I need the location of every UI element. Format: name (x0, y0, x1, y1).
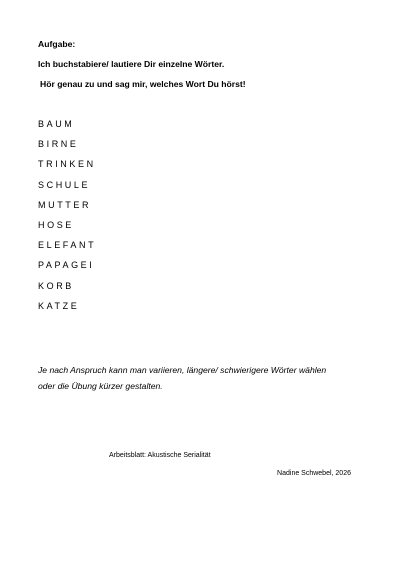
word-item: ELEFANT (38, 240, 97, 251)
word-item: PAPAGEI (38, 260, 95, 271)
word-item: HOSE (38, 219, 74, 230)
word-item: MUTTER (38, 199, 92, 210)
teacher-note-line-2: oder die Übung kürzer gestalten. (38, 381, 163, 391)
word-item: BAUM (38, 119, 75, 129)
task-label: Aufgabe: (38, 39, 76, 49)
teacher-note-line-1: Je nach Anspruch kann man variieren, längere/ schwierigere Wörter wählen (38, 365, 327, 375)
task-instruction-1: Ich buchstabiere/ lautiere Dir einzelne Wörter. (38, 59, 225, 69)
word-item: TRINKEN (38, 159, 96, 170)
word-item: KATZE (38, 300, 80, 311)
footer-worksheet-title: Arbeitsblatt: Akustische Serialität (109, 452, 211, 459)
word-item: SCHULE (38, 179, 91, 190)
footer-author: Nadine Schwebel, 2026 (277, 470, 351, 477)
word-item: BIRNE (38, 139, 79, 150)
teacher-note (38, 362, 378, 394)
task-instruction-2: Hör genau zu und sag mir, welches Wort Du hörst! (40, 79, 246, 89)
word-list (38, 119, 96, 321)
word-item: KORB (38, 280, 74, 291)
